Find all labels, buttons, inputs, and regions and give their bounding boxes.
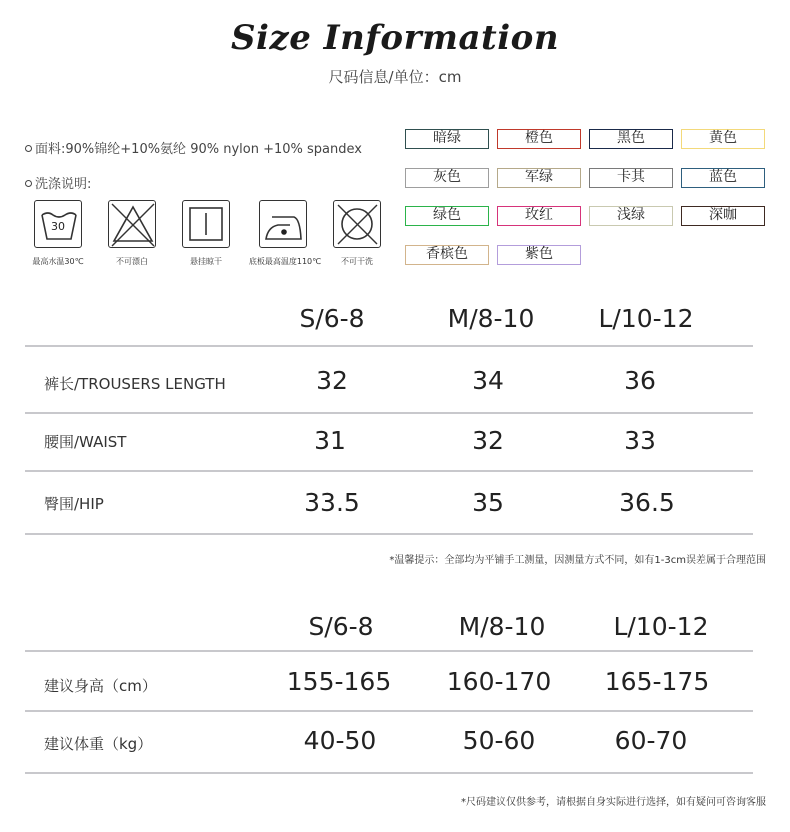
color-swatch[interactable]: 蓝色 [681,168,765,188]
color-swatch[interactable]: 灰色 [405,168,489,188]
row-label: 裤长/TROUSERS LENGTH [44,375,226,393]
care-label: 不可漂白 [116,257,148,266]
care-label: 悬挂晾干 [190,257,222,266]
table-divider [25,710,753,712]
table-divider [25,772,753,774]
table-cell: 35 [472,488,504,517]
table-cell: 32 [316,366,348,395]
table-cell: 32 [472,426,504,455]
table-cell: 33 [624,426,656,455]
color-swatch[interactable]: 紫色 [497,245,581,265]
washing-info [25,173,91,192]
washing-label: 洗涤说明: [35,177,92,192]
table-cell: 60-70 [614,726,688,755]
table-cell: 160-170 [446,667,552,696]
table-divider [25,345,753,347]
color-swatch[interactable]: 黑色 [589,129,673,149]
size-header: S/6-8 [299,304,365,333]
page-title: Size Information [230,18,560,58]
size-header: M/8-10 [458,612,546,641]
table-cell: 33.5 [304,488,360,517]
table-cell: 155-165 [286,667,392,696]
bullet-icon [25,180,32,187]
color-swatch[interactable]: 暗绿 [405,129,489,149]
table-cell: 50-60 [462,726,536,755]
hang-dry-icon [182,200,230,248]
size-header: L/10-12 [598,304,694,333]
row-label: 臀围/HIP [44,495,104,513]
care-label: 最高水温30℃ [32,257,84,266]
color-swatch[interactable]: 绿色 [405,206,489,226]
table-cell: 165-175 [604,667,710,696]
care-label: 不可干洗 [341,257,373,266]
size-advice-note: *尺码建议仅供参考，请根据自身实际进行选择，如有疑问可咨询客服 [461,797,766,808]
color-swatch[interactable]: 黄色 [681,129,765,149]
measurement-note: *温馨提示：全部均为平铺手工测量，因测量方式不同，如有1-3cm误差属于合理范围 [389,555,766,566]
table-cell: 31 [314,426,346,455]
table-cell: 40-50 [303,726,377,755]
table-divider [25,412,753,414]
color-swatch[interactable]: 玫红 [497,206,581,226]
iron-110-icon [259,200,307,248]
row-label: 建议身高（cm） [44,677,157,695]
size-header: M/8-10 [447,304,535,333]
wash-30-icon [34,200,82,248]
table-cell: 36.5 [619,488,675,517]
page-subtitle: 尺码信息/单位：cm [328,68,462,86]
table-divider [25,533,753,535]
fabric-text: 面料:90%锦纶+10%氨纶 90% nylon +10% spandex [35,142,362,157]
size-header: S/6-8 [308,612,374,641]
bullet-icon [25,145,32,152]
table-cell: 36 [624,366,656,395]
no-bleach-icon [108,200,156,248]
color-swatch[interactable]: 橙色 [497,129,581,149]
color-swatch[interactable]: 浅绿 [589,206,673,226]
color-swatch[interactable]: 深咖 [681,206,765,226]
table-divider [25,470,753,472]
row-label: 腰围/WAIST [44,433,127,451]
table-cell: 34 [472,366,504,395]
fabric-info [25,138,362,157]
color-swatch[interactable]: 军绿 [497,168,581,188]
no-dry-clean-icon [333,200,381,248]
row-label: 建议体重（kg） [44,735,153,753]
table-divider [25,650,753,652]
size-header: L/10-12 [613,612,709,641]
color-swatch[interactable]: 卡其 [589,168,673,188]
wash-temp: 30 [51,220,65,233]
care-label: 底板最高温度110℃ [248,257,322,266]
color-swatch[interactable]: 香槟色 [405,245,489,265]
